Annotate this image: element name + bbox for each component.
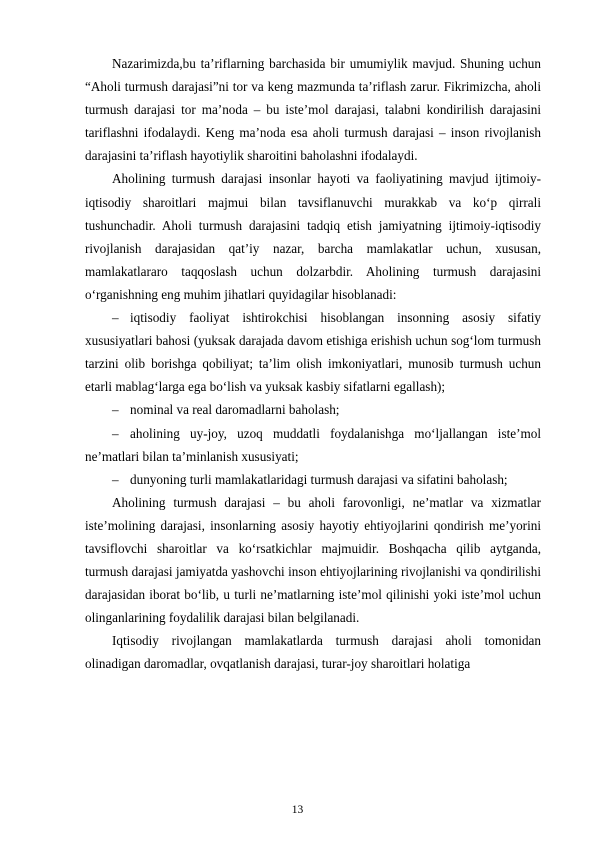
document-body xyxy=(85,52,541,676)
paragraph-developed-countries: Iqtisodiy rivojlangan mamlakatlarda turmush darajasi aholi tomonidan olinadigan daromadlar, ovqatlanish darajasi, turar-joy sharoitlari holatiga xyxy=(85,633,541,672)
list-item xyxy=(85,306,541,398)
list-item xyxy=(85,468,541,491)
paragraph-wellbeing: Aholining turmush darajasi – bu aholi farovonligi, ne’matlar va xizmatlar iste’molining darajasi, insonlarning asosiy hayotiy ehtiyojlarini qondirish me’yorini tavsiflovchi sharoitlar va ko‘rsatkichlar majmuidir. Boshqacha qilib aytganda, turmush darajasi jamiyatda yashovchi inson ehtiyojlarining rivojlanishi va qondirilishi darajasidan iborat bo‘lib, u turli ne’matlarning iste’mol qilinishi yoki iste’mol uchun olinganlarining foydalilik darajasi bilan belgilanadi. xyxy=(85,494,541,626)
page-number: 13 xyxy=(291,804,304,816)
list-item-text: nominal va real daromadlarni baholash; xyxy=(130,402,340,418)
list-item-text: dunyoning turli mamlakatlaridagi turmush darajasi va sifatini baholash; xyxy=(130,471,508,487)
list-dash: – xyxy=(112,471,119,487)
list-item-text: iqtisodiy faoliyat ishtirokchisi hisoblangan insonning asosiy sifatiy xususiyatlari bahosi (yuksak darajada davom etishiga erishish uchun sog‘lom turmush tarzini olib borishga qobiliyat; ta’lim olish imkoniyatlari, munosib turmush uchun etarli mablag‘larga ega bo‘lish va yuksak kasbiy sifatlarni egallash); xyxy=(85,310,541,395)
list-dash: – xyxy=(112,402,119,418)
list-dash: – xyxy=(112,425,119,441)
paragraph-definitions: Nazarimizda,bu ta’riflarning barchasida bir umumiylik mavjud. Shuning uchun “Aholi turmush darajasi”ni tor va keng mazmunda ta’riflash zarur. Fikrimizcha, aholi turmush darajasi tor ma’noda – bu iste’mol darajasi, talabni kondirilish darajasini tariflashni ifodalaydi. Keng ma’noda esa aholi turmush darajasi – inson rivojlanish darajasini ta’riflash hayotiylik sharoitini baholashni ifodalaydi. xyxy=(85,56,541,164)
list-dash: – xyxy=(112,310,119,326)
list-item-text: aholining uy-joy, uzoq muddatli foydalanishga mo‘ljallangan iste’mol ne’matlari bilan ta’minlanish xususiyati; xyxy=(85,425,541,464)
paragraph-living-standard-concept: Aholining turmush darajasi insonlar hayoti va faoliyatining mavjud ijtimoiy- iqtisodiy sharoitlari majmui bilan tavsiflanuvchi murakkab va ko‘p qirrali tushunchadir. Aholi turmush darajasini tadqiq etish jamiyatning ijtimoiy-iqtisodiy rivojlanish darajasidan qat’iy nazar, barcha mamlakatlar uchun, xususan, mamlakatlararo taqqoslash uchun dolzarbdir. Aholining turmush darajasini o‘rganishning eng muhim jihatlari quyidagilar hisoblanadi: xyxy=(85,171,541,302)
list-item xyxy=(85,398,541,421)
list-item xyxy=(85,422,541,468)
